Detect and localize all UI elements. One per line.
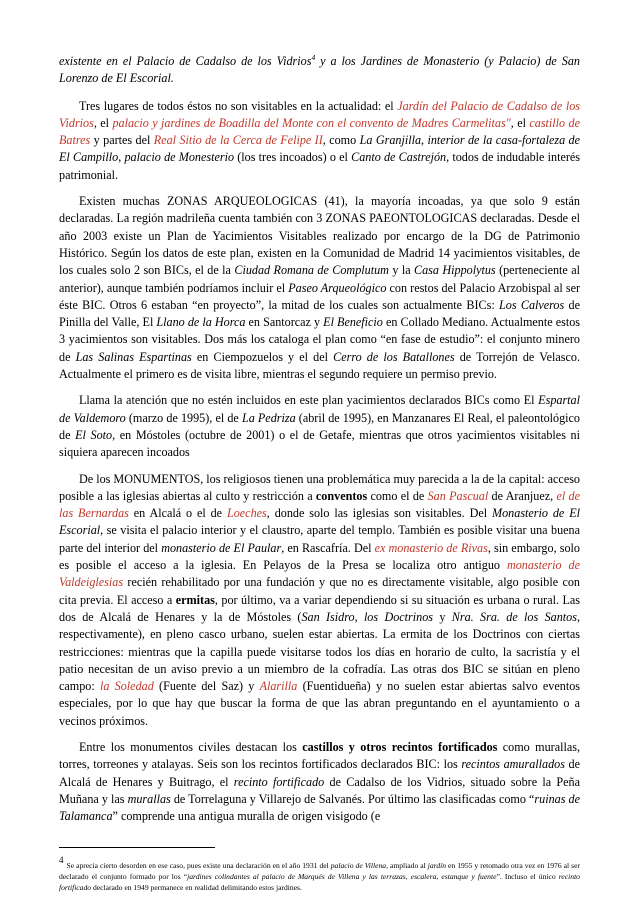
footnote-number: 4: [59, 855, 64, 866]
site-name: Alarilla: [259, 679, 298, 694]
site-name: Espartal de Valdemoro: [59, 393, 580, 425]
keyword: castillos y otros recintos fortificados: [302, 739, 498, 754]
site-name: murallas: [127, 791, 171, 806]
paragraph-archaeological-zones: Existen muchas ZONAS ARQUEOLOGICAS (41), la mayoría incoadas, ya que solo 9 están declaradas. La región madrileña cuenta también con 3 ZONAS PAEONTOLOGICAS declaradas. Desde el año 2003 existe un Plan de Yacimientos Visitables realizado por encargo de la DG de Patrimonio Histórico. Según los datos de este plan, existen en la Comunidad de Madrid 14 yacimientos visitables, de los cuales solo 2 son BICs, el de la Ciudad Romana de Complutum y la Casa Hippolytus (perteneciente al anterior), aunque también podríamos incluir el Paseo Arqueológico con restos del Palacio Arzobispal al ser éste BIC. Otros 6 estaban “en proyecto”, la mitad de los cuales son actualmente BICs: Los Calveros de Pinilla del Valle, El Llano de la Horca en Santorcaz y El Beneficio en Collado Mediano. Actualmente estos 3 yacimientos son visitables. Dos más los cataloga el plan como “en fase de estudio”: el conjunto minero de Las Salinas Espartinas en Ciempozuelos y el del Cerro de los Batallones de Torrejón de Velasco. Actualmente el primero es de visita libre, mientras el segundo requiere un permiso previo.: [59, 194, 581, 382]
site-name: Ciudad Romana de Complutum: [234, 263, 389, 278]
site-name: Las Salinas Espartinas: [75, 349, 192, 364]
site-name: Llano de la Horca: [156, 315, 246, 330]
site-name: los Doctrinos: [363, 609, 434, 624]
site-name: recintos amurallados: [461, 757, 565, 772]
site-name: La Granjilla: [359, 133, 422, 148]
site-name: Real Sitio de la Cerca de Felipe II: [153, 133, 323, 148]
paragraph-continuation: [59, 53, 580, 88]
site-name: La Pedriza: [241, 410, 296, 425]
site-name: Loeches: [226, 506, 267, 521]
page-body: [59, 53, 580, 893]
site-name: ruinas de Talamanca: [59, 791, 580, 824]
site-name: San Isidro: [301, 609, 355, 624]
site-name: El Soto: [75, 427, 113, 442]
site-name: Cerro de los Batallones: [333, 349, 455, 364]
text-segment: existente en el Palacio de Cadalso de los Vidrios: [59, 54, 312, 68]
site-name: palacio de Monesterio: [124, 150, 235, 165]
keyword: ermitas: [175, 592, 215, 607]
site-name: Nra. Sra. de los Santos: [451, 609, 577, 624]
site-name: recinto fortificado: [233, 774, 325, 789]
site-name: el de las Bernardas: [59, 488, 580, 521]
site-name: San Pascual: [427, 488, 489, 503]
site-name: Paseo Arqueológico: [288, 280, 387, 295]
footnote: 4Se aprecia cierto desorden en ese caso, pues existe una declaración en el año 1931 del palacio de Villena, ampliado al jardín en 1955 y retomado otra vez en 1976 al ser declarado el conjunto formado por los “jardines colindantes al palacio de Marqués de Villena y las terrazas, escalera, estanque y fuente”. Incluso el único recinto fortificado declarado en 1949 permanece en realidad delimitando estos jardines.: [59, 855, 580, 893]
site-name: Casa Hippolytus: [414, 263, 496, 278]
site-name: Jardín del Palacio de Cadalso de los Vidrios: [59, 98, 580, 130]
footnote-reference[interactable]: 4: [311, 52, 316, 62]
footnote-divider: [59, 847, 215, 848]
paragraph-civil-monuments: Entre los monumentos civiles destacan los castillos y otros recintos fortificados como murallas, torres, torreones y atalayas. Seis son los recintos fortificados declarados BIC: los recintos amurallados de Alcalá de Henares y Buitrago, el recinto fortificado de Cadalso de los Vidrios, situado sobre la Peña Muñana y las murallas de Torrelaguna y Villarejo de Salvanés. Por último las clasificadas como “ruinas de Talamanca” comprende una antigua muralla de origen visigodo (e: [59, 739, 580, 824]
site-name: interior de la casa-fortaleza de El Campillo: [59, 133, 581, 165]
site-name: Los Calveros: [499, 297, 565, 312]
site-name: monasterio de Valdeiglesias: [59, 558, 580, 590]
site-name: monasterio de El Paular: [161, 540, 282, 555]
text-segment: y a los Jardines de Monasterio (y Palacio) de San Lorenzo de El Escorial.: [59, 54, 580, 86]
site-name: castillo de Batres: [59, 115, 580, 148]
site-name: ex monasterio de Rivas: [374, 540, 488, 555]
paragraph-non-visitable-sites: Tres lugares de todos éstos no son visitables en la actualidad: el Jardín del Palacio de Cadalso de los Vidrios, el palacio y jardines de Boadilla del Monte con el convento de Madres Carmelitas", el castillo de Batres y partes del Real Sitio de la Cerca de Felipe II, como La Granjilla, interior de la casa-fortaleza de El Campillo, palacio de Monesterio (los tres incoados) o el Canto de Castrejón, todos de indudable interés patrimonial.: [59, 98, 581, 182]
site-name: palacio y jardines de Boadilla del Monte con el convento de Madres Carmelitas": [112, 115, 511, 130]
paragraph-monuments: De los MONUMENTOS, los religiosos tienen una problemática muy parecida a la de la capital: acceso posible a las iglesias abiertas al culto y restricción a conventos como el de San Pascual de Aranjuez, el de las Bernardas en Alcalá o el de Loeches, donde solo las iglesias son visitables. Del Monasterio de El Escorial, se visita el palacio interior y el claustro, aparte del templo. También es posible visitar una buena parte del interior del monasterio de El Paular, en Rascafría. Del ex monasterio de Rivas, sin embargo, solo es posible el acceso a la iglesia. En Pelayos de la Presa se localiza otro antiguo monasterio de Valdeiglesias recién rehabilitado por una fundación y que no es directamente visitable, algo posible con cita previa. El acceso a ermitas, por último, va a variar dependiendo si su situación es urbana o rural. Las dos de Alcalá de Henares y la de Móstoles (San Isidro, los Doctrinos y Nra. Sra. de los Santos, respectivamente), en pleno casco urbano, suelen estar abiertas. La ermita de los Doctrinos con ciertas restricciones: mientras que la capilla puede visitarse todos los días en horario de culto, la sacristía y el patio necesitan de un aviso previo a un miembro de la cofradía. Las otras dos BIC se sitúan en pleno campo: la Soledad (Fuente del Saz) y Alarilla (Fuentidueña) y no suelen estar abiertas salvo eventos especiales, por lo que hay que buscar la forma de que las abran preguntando en el ayuntamiento o a vecinos próximos.: [59, 471, 581, 728]
site-name: la Soledad: [99, 679, 154, 694]
site-name: El Beneficio: [323, 315, 383, 330]
paragraph-bic-sites: Llama la atención que no estén incluidos en este plan yacimientos declarados BICs como El Espartal de Valdemoro (marzo de 1995), el de La Pedriza (abril de 1995), en Manzanares El Real, el paleontológico de El Soto, en Móstoles (octubre de 2001) o el de Getafe, mientras que otros yacimientos visitables ni siquiera aparecen incoados: [59, 393, 580, 460]
site-name: Canto de Castrejón: [351, 150, 447, 165]
keyword: conventos: [315, 488, 368, 503]
site-name: Monasterio de El Escorial: [59, 506, 581, 538]
